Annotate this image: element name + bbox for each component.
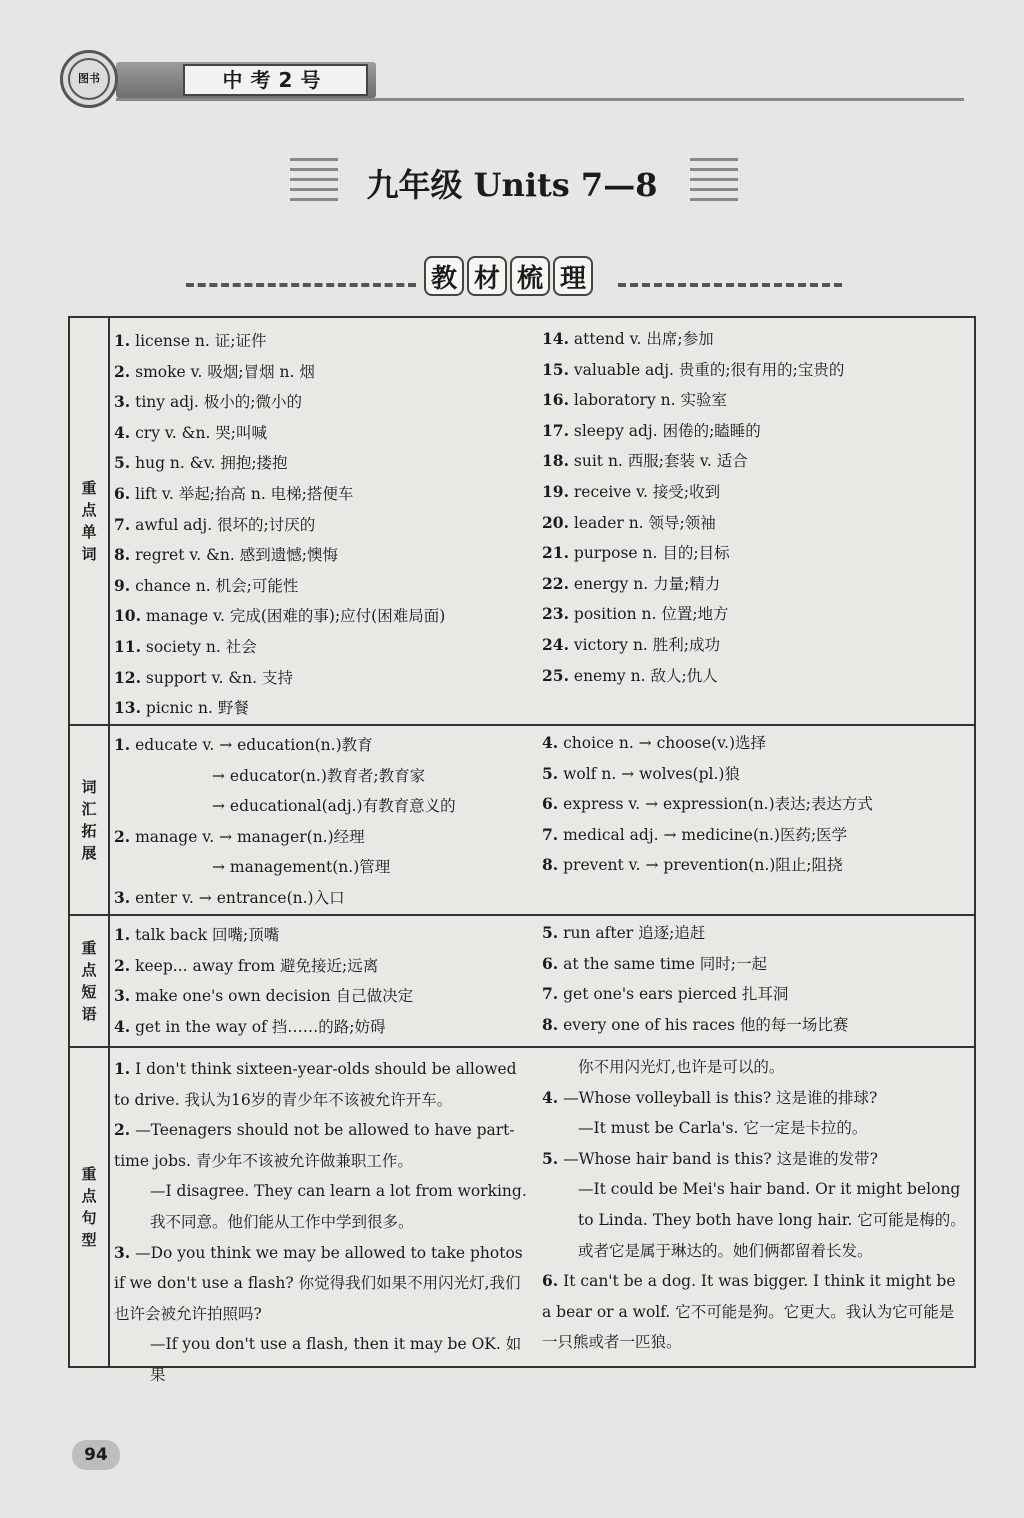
item-number: 3. [114, 986, 131, 1006]
item-text: express v. → expression(n.)表达;表达方式 [558, 795, 873, 814]
item-number: 3. [114, 887, 131, 907]
item-number: 10. [114, 606, 141, 626]
section-title-char: 理 [553, 256, 593, 296]
section-title-char: 梳 [510, 256, 550, 296]
item-text: —If you don't use a flash, then it may be OK. 如果 [150, 1335, 522, 1384]
list-item [542, 1113, 966, 1144]
list-item [114, 418, 540, 449]
item-number: 18. [542, 451, 569, 471]
item-text: at the same time 同时;一起 [558, 954, 768, 973]
list-item [114, 479, 540, 510]
key-phrases-right [542, 918, 972, 1040]
list-item [114, 1238, 534, 1330]
item-text: —I disagree. They can learn a lot from working. 我不同意。他们能从工作中学到很多。 [150, 1182, 527, 1231]
list-item [114, 791, 540, 822]
item-number: 21. [542, 543, 569, 563]
item-text: victory n. 胜利;成功 [568, 635, 721, 654]
list-item [542, 1010, 972, 1041]
item-text: keep... away from 避免接近;远离 [130, 956, 379, 975]
list-item [114, 571, 540, 602]
item-number: 23. [542, 604, 569, 624]
item-number: 5. [542, 923, 559, 942]
item-number: 6. [542, 794, 559, 814]
item-number: 4. [542, 1087, 559, 1107]
item-text: → management(n.)管理 [212, 858, 391, 877]
section-label: 词汇拓展 [81, 778, 97, 862]
list-item [542, 661, 972, 692]
item-text: prevent v. → prevention(n.)阻止;阻挠 [558, 856, 843, 875]
key-words-left [114, 326, 540, 724]
title-decoration-left [290, 158, 338, 208]
item-text: run after 追逐;追赶 [558, 924, 706, 942]
page-number: 94 [72, 1440, 120, 1470]
item-text: choice n. → choose(v.)选择 [558, 734, 766, 752]
key-sentences-section [70, 1048, 974, 1384]
item-number: 14. [542, 329, 569, 348]
list-item [114, 822, 540, 853]
item-number: 11. [114, 636, 141, 656]
item-text: cry v. &n. 哭;叫喊 [130, 423, 268, 442]
list-item [114, 663, 540, 694]
title-decoration-right [690, 158, 738, 208]
item-text: talk back 回嘴;顶嘴 [130, 926, 280, 944]
list-item [542, 630, 972, 661]
item-number: 17. [542, 420, 569, 440]
list-item [542, 569, 972, 600]
item-text: sleepy adj. 困倦的;瞌睡的 [568, 421, 761, 440]
item-text: picnic n. 野餐 [140, 699, 249, 718]
item-text: regret v. &n. 感到遗憾;懊悔 [130, 546, 338, 565]
section-rule-left [186, 283, 416, 291]
item-number: 2. [114, 826, 131, 846]
item-number: 8. [542, 1014, 559, 1034]
word-extension-section [70, 726, 974, 916]
key-phrases-section [70, 916, 974, 1048]
item-number: 6. [542, 953, 559, 973]
item-text: license n. 证;证件 [130, 332, 267, 350]
publisher-logo [60, 50, 118, 108]
list-item [114, 693, 540, 724]
item-number: 1. [114, 1059, 131, 1078]
list-item [114, 510, 540, 541]
item-text: energy n. 力量;精力 [568, 574, 721, 593]
item-text: → educational(adj.)有教育意义的 [212, 797, 456, 816]
list-item [114, 920, 540, 951]
item-number: 6. [542, 1271, 559, 1291]
list-item [542, 538, 972, 569]
list-item [114, 540, 540, 571]
key-words-section [70, 318, 974, 726]
list-item [114, 601, 540, 632]
list-item [114, 1329, 534, 1390]
item-number: 2. [114, 1120, 131, 1140]
item-text: —Do you think we may be allowed to take photos if we don't use a flash? 你觉得我们如果不用闪光灯,我们也许会被允许拍照吗? [114, 1243, 523, 1323]
item-text: smoke v. 吸烟;冒烟 n. 烟 [130, 362, 315, 381]
item-text: —Teenagers should not be allowed to have part-time jobs. 青少年不该被允许做兼职工作。 [114, 1121, 515, 1170]
list-item [542, 979, 972, 1010]
item-text: —Whose hair band is this? 这是谁的发带? [558, 1149, 878, 1168]
key-sentences-right [542, 1052, 966, 1358]
item-text: valuable adj. 贵重的;很有用的;宝贵的 [568, 360, 845, 379]
item-text: lift v. 举起;抬高 n. 电梯;搭便车 [130, 484, 354, 503]
list-item [542, 820, 972, 851]
item-number: 4. [542, 733, 559, 752]
list-item [542, 1144, 966, 1175]
item-text: tiny adj. 极小的;微小的 [130, 393, 303, 412]
list-item [114, 1115, 534, 1176]
item-text: educate v. → education(n.)教育 [130, 736, 373, 754]
item-number: 22. [542, 573, 569, 593]
list-item [542, 1266, 966, 1358]
list-item [542, 599, 972, 630]
item-text: manage v. 完成(困难的事);应付(困难局面) [140, 607, 446, 626]
list-item [542, 789, 972, 820]
item-number: 15. [542, 359, 569, 379]
item-number: 16. [542, 390, 569, 410]
list-item [114, 357, 540, 388]
list-item [114, 1054, 534, 1115]
item-text: every one of his races 他的每一场比赛 [558, 1015, 849, 1034]
item-number: 19. [542, 481, 569, 501]
section-rule-right [618, 283, 842, 291]
item-text: get in the way of 挡……的路;妨碍 [130, 1017, 386, 1036]
list-item [114, 981, 540, 1012]
item-number: 4. [114, 1016, 131, 1036]
item-number: 3. [114, 392, 131, 412]
list-item [542, 1083, 966, 1114]
list-item [542, 949, 972, 980]
list-item [542, 416, 972, 447]
item-text: society n. 社会 [140, 637, 257, 656]
key-phrases-left [114, 920, 540, 1042]
list-item [114, 761, 540, 792]
item-text: chance n. 机会;可能性 [130, 576, 299, 595]
item-number: 6. [114, 483, 131, 503]
item-text: awful adj. 很坏的;讨厌的 [130, 515, 316, 534]
list-item [542, 477, 972, 508]
section-title [424, 256, 593, 298]
item-number: 1. [114, 925, 131, 944]
list-item [542, 759, 972, 790]
item-number: 7. [542, 984, 559, 1004]
item-number: 20. [542, 512, 569, 532]
item-number: 5. [542, 1148, 559, 1168]
item-number: 8. [114, 545, 131, 565]
item-number: 8. [542, 855, 559, 875]
item-text: enemy n. 敌人;仇人 [568, 666, 718, 685]
item-text: leader n. 领导;领袖 [568, 513, 716, 532]
item-number: 1. [114, 331, 131, 350]
item-number: 13. [114, 698, 141, 718]
word-extension-right [542, 728, 972, 881]
item-text: attend v. 出席;参加 [568, 330, 714, 348]
item-number: 9. [114, 575, 131, 595]
word-extension-left [114, 730, 540, 914]
list-item [542, 850, 972, 881]
list-item [114, 1176, 534, 1237]
item-number: 4. [114, 422, 131, 442]
page-title: 九年级 Units 7—8 [366, 166, 658, 204]
summary-table [68, 316, 976, 1384]
item-number: 2. [114, 361, 131, 381]
item-text: laboratory n. 实验室 [568, 391, 727, 410]
item-text: I don't think sixteen-year-olds should be allowed to drive. 我认为16岁的青少年不该被允许开车。 [114, 1060, 517, 1109]
item-text: support v. &n. 支持 [140, 668, 293, 687]
key-sentences-left [114, 1054, 534, 1391]
item-number: 1. [114, 735, 131, 754]
item-text: suit n. 西服;套装 v. 适合 [568, 452, 748, 471]
item-text: —It could be Mei's hair band. Or it might belong to Linda. They both have long hair. 它可能是梅的。或者它是属于琳达的。她们俩都留着长发。 [578, 1180, 966, 1260]
section-label: 重点句型 [81, 1165, 97, 1249]
list-item [542, 728, 972, 759]
list-item [542, 446, 972, 477]
item-number: 25. [542, 665, 569, 685]
item-text: manage v. → manager(n.)经理 [130, 827, 365, 846]
list-item [542, 508, 972, 539]
list-item [114, 326, 540, 357]
list-item [114, 951, 540, 982]
list-item [542, 324, 972, 355]
item-text: hug n. &v. 拥抱;搂抱 [130, 454, 288, 473]
header-rule [116, 98, 964, 101]
item-number: 7. [114, 514, 131, 534]
list-item [114, 632, 540, 663]
item-text: It can't be a dog. It was bigger. I think it might be a bear or a wolf. 它不可能是狗。它更大。我认为它可能是一只熊或者一匹狼。 [542, 1272, 956, 1352]
item-text: enter v. → entrance(n.)入口 [130, 888, 345, 907]
list-item [542, 355, 972, 386]
section-title-char: 教 [424, 256, 464, 296]
list-item [114, 883, 540, 914]
item-text: receive v. 接受;收到 [568, 482, 721, 501]
item-text: purpose n. 目的;目标 [568, 544, 730, 563]
item-number: 5. [114, 453, 131, 473]
item-text: —Whose volleyball is this? 这是谁的排球? [558, 1088, 878, 1107]
list-item [542, 918, 972, 949]
list-item [114, 852, 540, 883]
list-item [542, 385, 972, 416]
list-item [114, 730, 540, 761]
item-text: position n. 位置;地方 [568, 605, 729, 624]
key-words-right [542, 324, 972, 691]
item-number: 7. [542, 824, 559, 844]
series-title: 中考2号 [183, 64, 368, 96]
item-text: get one's ears pierced 扎耳洞 [558, 985, 789, 1004]
logo-seal: 图书 [68, 58, 110, 100]
item-number: 12. [114, 667, 141, 687]
list-item [114, 387, 540, 418]
list-item [542, 1174, 966, 1266]
item-text: wolf n. → wolves(pl.)狼 [558, 764, 740, 783]
section-title-char: 材 [467, 256, 507, 296]
item-number: 24. [542, 634, 569, 654]
item-text: 你不用闪光灯,也许是可以的。 [578, 1058, 785, 1076]
item-text: → educator(n.)教育者;教育家 [212, 766, 426, 785]
list-item [114, 448, 540, 479]
item-number: 5. [542, 763, 559, 783]
item-text: —It must be Carla's. 它一定是卡拉的。 [578, 1119, 868, 1138]
item-number: 2. [114, 955, 131, 975]
item-text: make one's own decision 自己做决定 [130, 987, 414, 1006]
item-text: medical adj. → medicine(n.)医药;医学 [558, 825, 848, 844]
list-item [114, 1012, 540, 1043]
section-label: 重点短语 [81, 939, 97, 1023]
section-label: 重点单词 [81, 479, 97, 563]
list-item [542, 1052, 966, 1083]
item-number: 3. [114, 1242, 131, 1262]
